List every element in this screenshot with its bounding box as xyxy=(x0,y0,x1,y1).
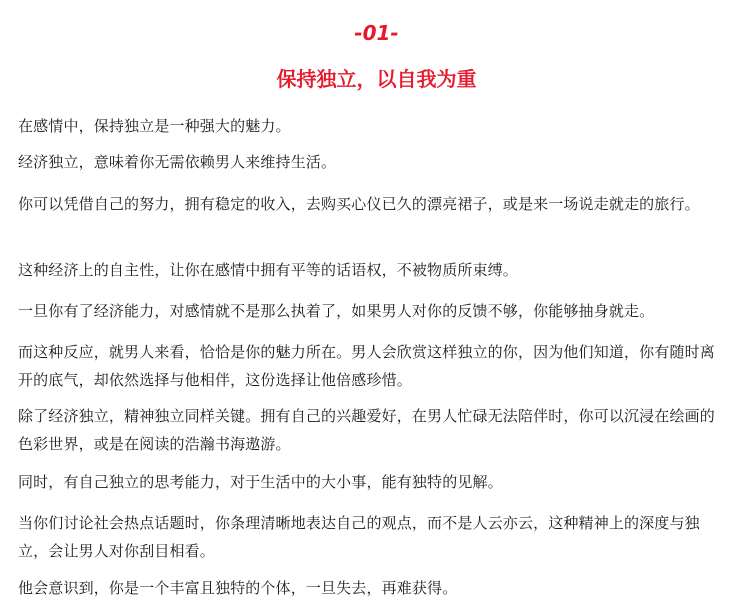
paragraph-1: 在感情中，保持独立是一种强大的魅力。 xyxy=(18,117,291,135)
section-number: -01- xyxy=(354,21,399,45)
paragraph-4: 这种经济上的自主性，让你在感情中拥有平等的话语权，不被物质所束缚。 xyxy=(18,261,518,279)
paragraph-3: 你可以凭借自己的努力，拥有稳定的收入，去购买心仪已久的漂亮裙子，或是来一场说走就走的旅行。 xyxy=(18,195,700,213)
paragraph-5: 一旦你有了经济能力，对感情就不是那么执着了，如果男人对你的反馈不够，你能够抽身就走。 xyxy=(18,302,655,320)
paragraph-2: 经济独立，意味着你无需依赖男人来维持生活。 xyxy=(18,153,337,171)
paragraph-8: 同时，有自己独立的思考能力，对于生活中的大小事，能有独特的见解。 xyxy=(18,473,503,491)
section-title: 保持独立，以自我为重 xyxy=(276,67,477,91)
paragraph-9: 当你们讨论社会热点话题时，你条理清晰地表达自己的观点，而不是人云亦云，这种精神上的深度与独立，会让男人对你刮目相看。 xyxy=(18,514,700,560)
paragraph-7: 除了经济独立，精神独立同样关键。拥有自己的兴趣爱好，在男人忙碌无法陪伴时，你可以沉浸在绘画的色彩世界，或是在阅读的浩瀚书海遨游。 xyxy=(18,407,715,453)
paragraph-10: 他会意识到，你是一个丰富且独特的个体，一旦失去，再难获得。 xyxy=(18,579,458,597)
paragraph-6: 而这种反应，就男人来看，恰恰是你的魅力所在。男人会欣赏这样独立的你，因为他们知道，你有随时离开的底气，却依然选择与他相伴，这份选择让他倍感珍惜。 xyxy=(18,343,715,389)
